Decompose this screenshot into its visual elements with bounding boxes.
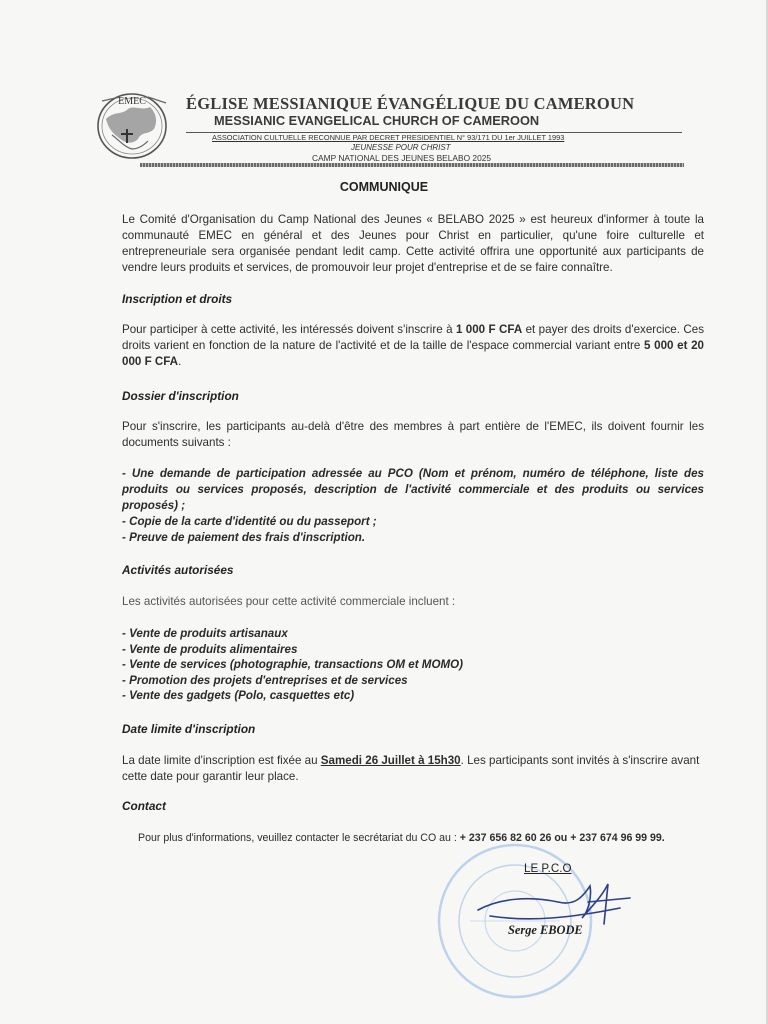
section-heading-inscription: Inscription et droits	[122, 292, 233, 306]
inscription-paragraph: Pour participer à cette activité, les intéressés doivent s'inscrire à 1 000 F CFA et payer des droits d'exercice. Ces droits varient en fonction de la nature de l'activité et de la taille de l'espace commercial variant entre 5 000 et 20 000 F CFA.	[122, 323, 704, 368]
list-item: - Promotion des projets d'entreprises et de services	[122, 673, 408, 687]
contact-phones: + 237 656 82 60 26 ou + 237 674 96 99 99.	[459, 832, 665, 844]
section-heading-dossier: Dossier d'inscription	[122, 389, 239, 403]
signatory-title: LE P.C.O	[524, 862, 572, 875]
association-decree: ASSOCIATION CULTUELLE RECONNUE PAR DECRET PRESIDENTIEL N° 93/171 DU 1er JUILLET 1993	[212, 133, 565, 142]
registration-fee: 1 000 F CFA	[455, 323, 523, 336]
section-heading-date-limite: Date limite d'inscription	[122, 722, 256, 736]
date-limite-paragraph: La date limite d'inscription est fixée au Samedi 26 Juillet à 15h30. Les participants sont invités à s'inscrire avant cette date pour garantir leur place.	[122, 754, 700, 783]
section-heading-contact: Contact	[122, 799, 166, 813]
list-item: - Copie de la carte d'identité ou du passeport ;	[122, 515, 377, 528]
activites-list	[122, 626, 704, 704]
list-item: - Une demande de participation adressée au PCO (Nom et prénom, numéro de téléphone, liste des produits ou services proposés, description de l'activité commerciale et des produits ou services proposés) ;	[122, 467, 704, 512]
youth-movement: JEUNESSE POUR CHRIST	[351, 143, 451, 152]
signatory-name: Serge EBODE	[508, 923, 583, 937]
camp-name: CAMP NATIONAL DES JEUNES BELABO 2025	[312, 153, 492, 163]
intro-paragraph: Le Comité d'Organisation du Camp National des Jeunes « BELABO 2025 » est heureux d'informer à toute la communauté EMEC en général et des Jeunes pour Christ en particulier, qu'une foire culturelle et entrepreneuriale sera organisée pendant ledit camp. Cette activité offrira une opportunité aux participants de vendre leurs produits et services, de promouvoir leur projet d'entreprise et de se faire connaître.	[122, 213, 704, 274]
fee-range: 5 000 et 20 000 F CFA	[122, 339, 704, 368]
list-item: - Vente des gadgets (Polo, casquettes etc)	[122, 689, 355, 702]
church-name-fr: ÉGLISE MESSIANIQUE ÉVANGÉLIQUE DU CAMEROUN	[186, 94, 635, 113]
list-item: - Preuve de paiement des frais d'inscription.	[122, 531, 366, 544]
list-item: - Vente de produits alimentaires	[122, 642, 298, 656]
church-name-en: MESSIANIC EVANGELICAL CHURCH OF CAMEROON	[214, 113, 540, 128]
church-logo-globe-icon	[92, 89, 180, 161]
list-item: - Vente de services (photographie, transactions OM et MOMO)	[122, 658, 464, 671]
deadline-date: Samedi 26 Juillet à 15h30	[320, 754, 461, 767]
section-heading-activites: Activités autorisées	[122, 563, 234, 577]
document-title: COMMUNIQUE	[339, 180, 429, 194]
header-bar-divider	[140, 163, 684, 167]
list-item: - Vente de produits artisanaux	[122, 627, 288, 640]
logo-text: EMEC	[118, 96, 146, 107]
dossier-paragraph: Pour s'inscrire, les participants au-delà d'être des membres à part entière de l'EMEC, ils doivent fournir les documents suivants :	[122, 420, 704, 449]
contact-line: Pour plus d'informations, veuillez contacter le secrétariat du CO au : + 237 656 82 60 26 ou + 237 674 96 99 99.	[138, 832, 665, 844]
activites-paragraph: Les activités autorisées pour cette activité commerciale incluent :	[122, 595, 456, 608]
dossier-list	[122, 466, 704, 546]
